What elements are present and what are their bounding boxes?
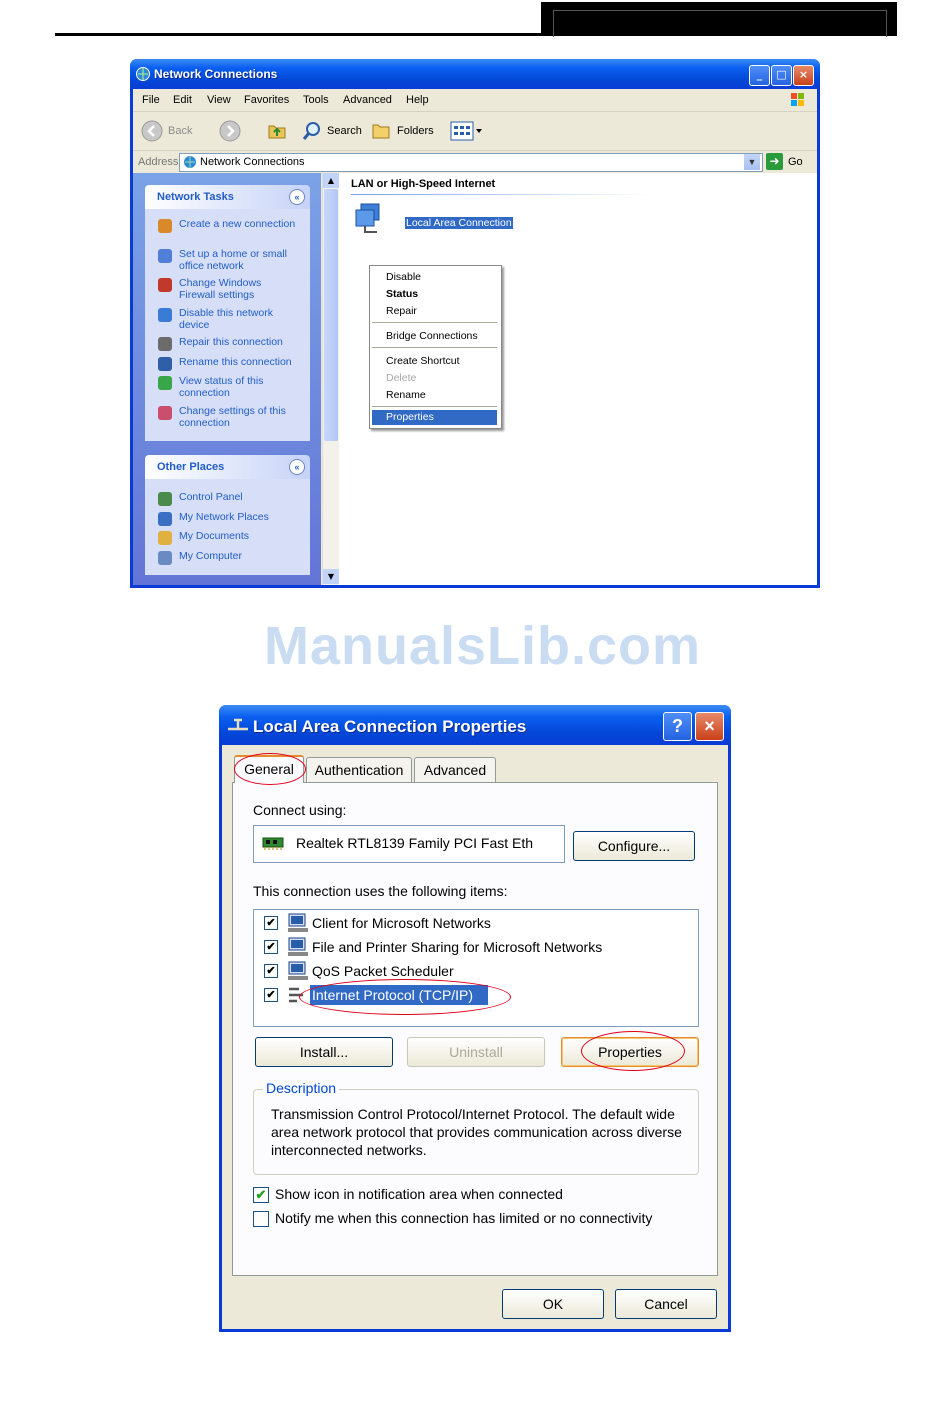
general-tab-page <box>232 782 718 1276</box>
adapter-field <box>253 825 565 863</box>
task-label[interactable]: Disable this network device <box>179 306 273 331</box>
go-button[interactable] <box>766 153 810 171</box>
show-icon-checkbox[interactable]: ✔ <box>253 1187 269 1203</box>
home-network-icon <box>158 249 172 263</box>
menu-separator <box>372 406 497 407</box>
network-connections-icon <box>135 66 151 82</box>
menu-tools[interactable]: Tools <box>303 94 329 106</box>
header-rule <box>55 33 545 36</box>
tcpip-highlight-ellipse <box>299 979 511 1015</box>
tab-authentication[interactable] <box>306 757 412 782</box>
address-network-icon <box>183 155 197 169</box>
rename-icon <box>158 357 172 371</box>
task-label[interactable]: Repair this connection <box>179 336 283 348</box>
adapter-name: Realtek RTL8139 Family PCI Fast Eth <box>296 835 534 851</box>
window-title: Network Connections <box>154 67 278 81</box>
disable-network-icon <box>158 308 172 322</box>
network-places-icon <box>158 512 172 526</box>
task-label[interactable]: View status of this connection <box>179 375 264 399</box>
item-checkbox[interactable]: ✔ <box>264 940 278 954</box>
connect-using-label: Connect using: <box>253 802 347 818</box>
task-label[interactable]: My Documents <box>179 530 250 542</box>
file-sharing-icon <box>287 937 309 957</box>
task-label[interactable]: Control Panel <box>179 491 243 503</box>
task-label[interactable]: Rename this connection <box>179 355 292 368</box>
task-label[interactable]: My Network Places <box>179 510 269 523</box>
scroll-down-icon[interactable]: ▼ <box>323 569 339 584</box>
menu-separator <box>372 322 497 323</box>
notify-label[interactable]: Notify me when this connection has limited or no connectivity <box>275 1210 653 1226</box>
collapse-chevron-icon[interactable]: « <box>289 189 305 205</box>
network-tasks-panel <box>145 185 310 441</box>
watermark: ManualsLib.com <box>263 616 702 676</box>
lan-connection-icon[interactable] <box>353 200 389 236</box>
documents-icon <box>158 531 172 545</box>
forward-arrow-icon[interactable] <box>219 120 241 142</box>
group-divider <box>351 194 651 195</box>
back-label: Back <box>168 125 193 137</box>
window-client <box>133 89 817 585</box>
close-button[interactable]: × <box>793 65 814 86</box>
cancel-button[interactable]: Cancel <box>615 1289 717 1319</box>
menu-favorites[interactable]: Favorites <box>244 94 290 106</box>
network-adapter-icon <box>262 835 286 851</box>
header-block-inner <box>553 10 887 37</box>
address-dropdown-icon[interactable]: ▼ <box>744 154 760 170</box>
close-icon[interactable]: × <box>695 712 724 741</box>
description-text: Transmission Control Protocol/Internet Protocol. The default wide area network protocol that provides communication across diverse interconnected networks. <box>271 1106 682 1158</box>
other-places-title: Other Places <box>157 461 225 473</box>
context-menu <box>369 265 502 429</box>
task-pane <box>133 173 321 585</box>
computer-icon <box>158 551 172 565</box>
other-places-list <box>145 479 310 575</box>
menu-edit[interactable]: Edit <box>173 94 192 106</box>
folders-label: Folders <box>397 125 434 137</box>
task-label[interactable]: Change Windows Firewall settings <box>179 277 262 301</box>
task-label[interactable]: Set up a home or small office network <box>179 247 287 272</box>
new-connection-icon <box>158 219 172 233</box>
qos-scheduler-icon <box>287 961 309 981</box>
list-item[interactable]: Internet Protocol (TCP/IP) <box>312 987 474 1003</box>
control-panel-icon <box>158 492 172 506</box>
menu-help[interactable]: Help <box>406 94 429 106</box>
network-connections-window <box>130 59 820 588</box>
search-button[interactable] <box>301 119 365 143</box>
other-places-panel <box>145 455 310 575</box>
ok-button[interactable]: OK <box>502 1289 604 1319</box>
menu-separator <box>372 347 497 348</box>
menu-advanced[interactable]: Advanced <box>343 94 392 106</box>
menu-item-delete: Delete <box>386 372 417 384</box>
menu-item-status[interactable]: Status <box>386 288 419 300</box>
windows-logo-icon <box>789 91 807 109</box>
menu-item-properties[interactable]: Properties <box>386 411 434 423</box>
item-checkbox[interactable]: ✔ <box>264 988 278 1002</box>
window-titlebar[interactable] <box>130 59 820 89</box>
network-tasks-header[interactable] <box>145 185 310 209</box>
menu-item-properties-highlight[interactable] <box>372 410 497 425</box>
repair-icon <box>158 337 172 351</box>
network-tasks-title: Network Tasks <box>157 191 234 203</box>
network-plug-icon <box>227 717 249 735</box>
maximize-button[interactable]: □ <box>771 65 792 86</box>
search-label: Search <box>327 125 362 137</box>
menu-bar <box>133 89 817 112</box>
minimize-button[interactable]: _ <box>749 65 770 86</box>
client-network-icon <box>287 913 309 933</box>
tab-advanced-label: Advanced <box>423 762 487 778</box>
dialog-client <box>222 745 728 1329</box>
address-field[interactable] <box>179 153 763 172</box>
go-label: Go <box>788 156 803 168</box>
description-title: Description <box>263 1080 339 1096</box>
configure-button[interactable]: Configure... <box>573 831 695 861</box>
firewall-icon <box>158 278 172 292</box>
scroll-thumb[interactable] <box>324 189 338 441</box>
search-icon <box>301 120 323 142</box>
menu-view[interactable]: View <box>207 94 231 106</box>
tab-advanced[interactable] <box>414 757 496 782</box>
go-arrow-icon: ➜ <box>766 153 783 170</box>
properties-highlight-ellipse <box>581 1031 685 1071</box>
help-icon[interactable]: ? <box>663 712 692 741</box>
task-label[interactable]: My Computer <box>179 549 243 562</box>
notify-checkbox[interactable] <box>253 1211 269 1227</box>
task-pane-scrollbar[interactable] <box>322 173 340 585</box>
network-tasks-list <box>145 209 310 441</box>
lan-connection-label[interactable]: Local Area Connection <box>406 217 512 229</box>
other-places-header[interactable] <box>145 455 310 479</box>
folders-icon <box>371 121 393 141</box>
address-label: Address <box>138 156 179 168</box>
task-label[interactable]: Change settings of this connection <box>179 404 286 429</box>
status-icon <box>158 376 172 390</box>
tab-general-label: General <box>244 761 294 777</box>
menu-item-bridge[interactable]: Bridge Connections <box>386 330 478 342</box>
up-folder-icon[interactable] <box>266 120 288 142</box>
menu-file[interactable]: File <box>142 94 160 106</box>
general-tab-highlight <box>234 753 306 785</box>
address-bar <box>133 151 817 173</box>
list-item[interactable]: QoS Packet Scheduler <box>312 963 454 979</box>
back-arrow-icon <box>141 120 163 142</box>
item-checkbox[interactable]: ✔ <box>264 964 278 978</box>
views-icon[interactable] <box>450 121 484 141</box>
address-value: Network Connections <box>200 156 305 168</box>
task-label[interactable]: Create a new connection <box>179 218 296 230</box>
group-header: LAN or High-Speed Internet <box>351 178 496 190</box>
items-label: This connection uses the following items: <box>253 883 508 899</box>
list-item[interactable]: Client for Microsoft Networks <box>312 915 491 931</box>
scroll-up-icon[interactable]: ▲ <box>323 173 339 188</box>
properties-button[interactable]: Properties <box>561 1037 699 1067</box>
uninstall-button: Uninstall <box>407 1037 545 1067</box>
list-item[interactable]: File and Printer Sharing for Microsoft Networks <box>312 939 603 955</box>
settings-icon <box>158 406 172 420</box>
item-checkbox[interactable]: ✔ <box>264 916 278 930</box>
dialog-titlebar[interactable] <box>219 705 731 745</box>
toolbar <box>133 112 817 151</box>
collapse-chevron-icon[interactable]: « <box>289 459 305 475</box>
menu-item-create-shortcut[interactable]: Create Shortcut <box>386 355 460 367</box>
menu-item-repair[interactable]: Repair <box>386 305 417 317</box>
back-button[interactable] <box>141 119 201 143</box>
install-button[interactable]: Install... <box>255 1037 393 1067</box>
menu-item-disable[interactable]: Disable <box>386 271 422 283</box>
tab-authentication-label: Authentication <box>314 762 404 778</box>
dialog-title: Local Area Connection Properties <box>253 717 527 736</box>
properties-dialog <box>219 705 731 1332</box>
menu-item-rename[interactable]: Rename <box>386 389 426 401</box>
show-icon-label[interactable]: Show icon in notification area when connected <box>275 1186 563 1202</box>
folders-button[interactable] <box>371 119 437 143</box>
